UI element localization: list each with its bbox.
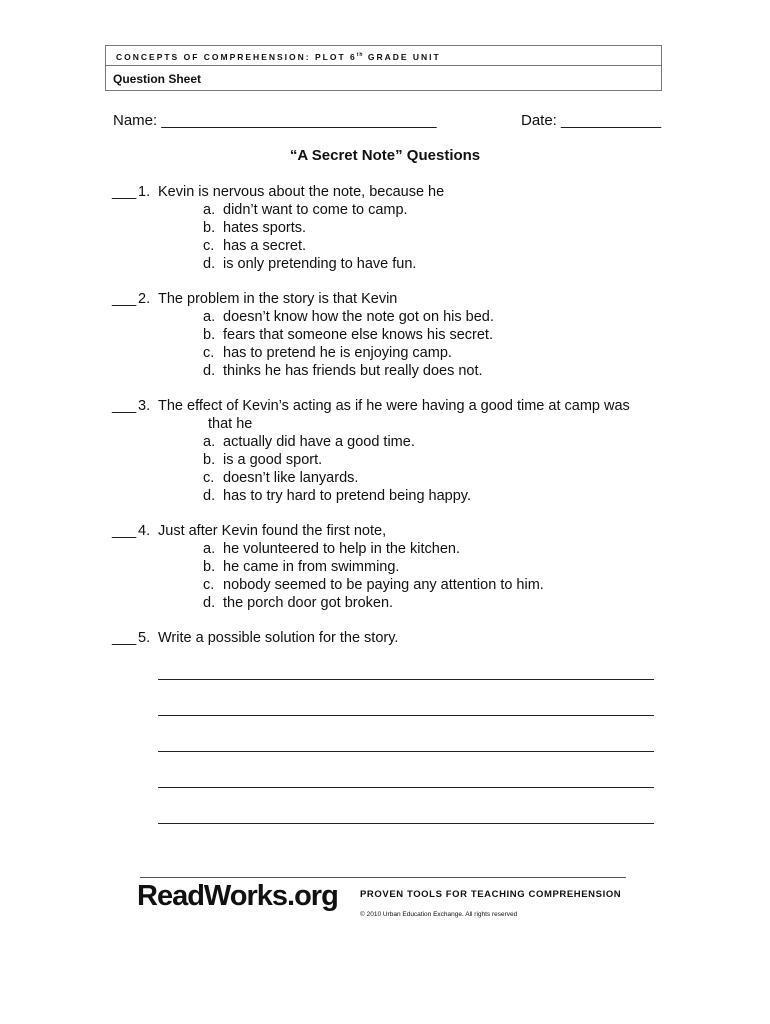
question-number: 1. [138, 184, 151, 200]
option-letter: c. [203, 345, 215, 361]
option-text: is only pretending to have fun. [223, 256, 417, 272]
option-text: nobody seemed to be paying any attention to him. [223, 577, 544, 593]
option-letter: b. [203, 327, 216, 343]
option-a [112, 433, 678, 451]
option-a [112, 540, 678, 558]
option-text: has to pretend he is enjoying camp. [223, 345, 452, 361]
question-stem: Write a possible solution for the story. [158, 630, 399, 646]
option-letter: d. [203, 256, 216, 272]
option-text: doesn’t know how the note got on his bed. [223, 309, 494, 325]
option-text: didn’t want to come to camp. [223, 202, 408, 218]
option-text: actually did have a good time. [223, 434, 415, 450]
option-letter: b. [203, 452, 216, 468]
option-text: hates sports. [223, 220, 307, 236]
option-c [112, 469, 678, 487]
question-number: 5. [138, 630, 151, 646]
copyright-notice: © 2010 Urban Education Exchange. All rights reserved [360, 911, 518, 918]
answer-blank[interactable]: ___ [112, 630, 137, 646]
question-stem: Kevin is nervous about the note, because he [158, 184, 445, 200]
option-b [112, 326, 678, 344]
option-a [112, 201, 678, 219]
question-5 [112, 629, 678, 647]
option-d [112, 487, 678, 505]
sheet-label: Question Sheet [113, 72, 202, 86]
option-c [112, 344, 678, 362]
answer-line[interactable] [158, 715, 654, 716]
option-letter: b. [203, 559, 216, 575]
option-text: he came in from swimming. [223, 559, 400, 575]
option-d [112, 255, 678, 273]
question-number: 3. [138, 398, 151, 414]
question-3 [112, 397, 678, 505]
option-letter: b. [203, 220, 216, 236]
option-a [112, 308, 678, 326]
question-2 [112, 290, 678, 380]
footer-tagline: PROVEN TOOLS FOR TEACHING COMPREHENSION [360, 889, 622, 900]
option-letter: c. [203, 577, 215, 593]
option-c [112, 237, 678, 255]
option-text: he volunteered to help in the kitchen. [223, 541, 460, 557]
question-1 [112, 183, 678, 273]
footer-divider [140, 877, 626, 878]
answer-line[interactable] [158, 787, 654, 788]
answer-blank[interactable]: ___ [112, 523, 137, 539]
readworks-logo: ReadWorks.org [137, 880, 338, 912]
option-letter: a. [203, 309, 216, 325]
option-text: fears that someone else knows his secret. [223, 327, 493, 343]
unit-title [116, 52, 441, 62]
question-stem: The effect of Kevin’s acting as if he were having a good time at camp was [158, 398, 630, 414]
answer-blank[interactable]: ___ [112, 398, 137, 414]
option-b [112, 219, 678, 237]
option-b [112, 451, 678, 469]
option-text: the porch door got broken. [223, 595, 394, 611]
option-letter: a. [203, 434, 216, 450]
unit-title-superscript: th [356, 52, 364, 58]
option-d [112, 362, 678, 380]
header-divider [106, 65, 661, 66]
option-letter: d. [203, 488, 216, 504]
option-text: has a secret. [223, 238, 307, 254]
date-field[interactable]: Date: ____________ [521, 112, 662, 129]
answer-line[interactable] [158, 751, 654, 752]
header-box [105, 45, 662, 91]
option-letter: c. [203, 238, 215, 254]
option-text: thinks he has friends but really does not. [223, 363, 483, 379]
option-text: is a good sport. [223, 452, 323, 468]
question-number: 4. [138, 523, 151, 539]
option-letter: c. [203, 470, 215, 486]
option-text: has to try hard to pretend being happy. [223, 488, 472, 504]
unit-title-main: CONCEPTS OF COMPREHENSION: PLOT 6 [116, 52, 357, 62]
answer-blank[interactable]: ___ [112, 291, 137, 307]
option-d [112, 594, 678, 612]
answer-line[interactable] [158, 823, 654, 824]
answer-blank[interactable]: ___ [112, 184, 137, 200]
option-letter: a. [203, 202, 216, 218]
unit-title-tail: GRADE UNIT [363, 52, 441, 62]
option-b [112, 558, 678, 576]
question-4 [112, 522, 678, 612]
question-stem: The problem in the story is that Kevin [158, 291, 398, 307]
name-field[interactable]: Name: _________________________________ [113, 112, 437, 129]
option-text: doesn’t like lanyards. [223, 470, 359, 486]
answer-line[interactable] [158, 679, 654, 680]
option-letter: a. [203, 541, 216, 557]
option-letter: d. [203, 363, 216, 379]
option-letter: d. [203, 595, 216, 611]
page-title: “A Secret Note” Questions [289, 147, 481, 164]
question-number: 2. [138, 291, 151, 307]
question-stem: Just after Kevin found the first note, [158, 523, 387, 539]
question-stem-continued: that he [208, 416, 253, 432]
option-c [112, 576, 678, 594]
